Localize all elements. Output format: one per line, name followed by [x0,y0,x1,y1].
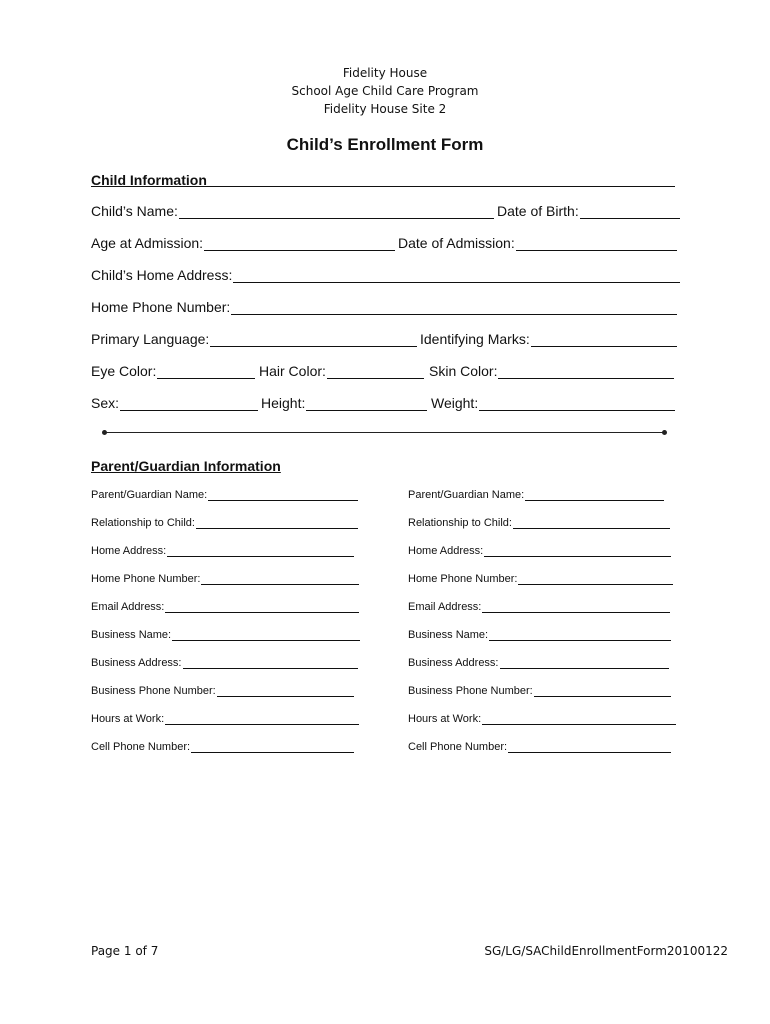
weight-input-line[interactable] [479,397,675,411]
parent2-business-phone-label: Business Phone Number: [408,685,533,697]
sex-input-line[interactable] [120,397,258,411]
parent2-cell-input-line[interactable] [508,742,671,753]
header-program: School Age Child Care Program [291,84,479,98]
home-phone-label: Home Phone Number: [91,299,231,315]
age-admission-label: Age at Admission: [91,235,204,251]
identifying-marks-label: Identifying Marks: [420,331,530,347]
height-input-line[interactable] [306,397,427,411]
skin-color-input-line[interactable] [498,365,674,379]
weight-label: Weight: [431,395,479,411]
parent1-home-phone-input-line[interactable] [201,574,359,585]
parent1-home-address-label: Home Address: [91,545,167,557]
home-address-input-line[interactable] [233,269,680,283]
home-phone-field[interactable] [91,299,677,315]
heading-rule [205,186,675,187]
parent1-business-address-field[interactable] [91,657,358,669]
parent2-relationship-field[interactable] [408,517,670,529]
parent2-home-phone-input-line[interactable] [518,574,673,585]
parent2-home-address-field[interactable] [408,545,671,557]
parent1-cell-label: Cell Phone Number: [91,741,191,753]
parent1-business-phone-input-line[interactable] [217,686,354,697]
hair-color-field[interactable] [259,363,424,379]
parent1-home-address-field[interactable] [91,545,354,557]
parent2-business-phone-field[interactable] [408,685,671,697]
page-title: Child’s Enrollment Form [286,135,484,154]
parent-info-heading: Parent/Guardian Information [91,458,281,474]
parent2-name-field[interactable] [408,489,664,501]
parent1-email-label: Email Address: [91,601,165,613]
parent1-relationship-field[interactable] [91,517,358,529]
home-phone-input-line[interactable] [231,301,677,315]
primary-language-label: Primary Language: [91,331,210,347]
parent1-name-input-line[interactable] [208,490,358,501]
home-address-label: Child’s Home Address: [91,267,233,283]
sex-label: Sex: [91,395,120,411]
child-info-heading: Child Information [91,172,207,188]
parent2-email-field[interactable] [408,601,670,613]
header-org: Fidelity House [342,66,428,80]
parent1-hours-label: Hours at Work: [91,713,165,725]
parent2-business-address-label: Business Address: [408,657,499,669]
parent1-business-phone-label: Business Phone Number: [91,685,216,697]
parent1-business-name-label: Business Name: [91,629,172,641]
document-code: SG/LG/SAChildEnrollmentForm20100122 [484,944,728,958]
parent2-home-address-label: Home Address: [408,545,484,557]
parent1-business-name-input-line[interactable] [172,630,360,641]
hair-color-label: Hair Color: [259,363,326,379]
parent2-name-input-line[interactable] [525,490,664,501]
parent1-home-address-input-line[interactable] [167,546,354,557]
dob-label: Date of Birth: [497,203,579,219]
skin-color-label: Skin Color: [429,363,498,379]
parent2-hours-label: Hours at Work: [408,713,482,725]
parent2-name-label: Parent/Guardian Name: [408,489,525,501]
parent2-business-name-input-line[interactable] [489,630,671,641]
dob-field[interactable] [497,203,680,219]
page-number: Page 1 of 7 [91,944,159,958]
parent1-relationship-input-line[interactable] [196,518,358,529]
hair-color-input-line[interactable] [327,365,424,379]
identifying-marks-input-line[interactable] [531,333,677,347]
age-admission-input-line[interactable] [204,237,395,251]
sex-field[interactable] [91,395,258,411]
parent1-business-name-field[interactable] [91,629,360,641]
parent1-relationship-label: Relationship to Child: [91,517,195,529]
parent1-cell-field[interactable] [91,741,354,753]
date-admission-input-line[interactable] [516,237,677,251]
parent2-home-phone-field[interactable] [408,573,673,585]
childs-name-label: Child’s Name: [91,203,178,219]
eye-color-label: Eye Color: [91,363,157,379]
parent2-cell-label: Cell Phone Number: [408,741,508,753]
dob-input-line[interactable] [580,205,680,219]
height-field[interactable] [261,395,427,411]
parent2-hours-input-line[interactable] [482,714,676,725]
childs-name-input-line[interactable] [179,205,494,219]
parent2-cell-field[interactable] [408,741,671,753]
eye-color-field[interactable] [91,363,255,379]
parent2-relationship-input-line[interactable] [513,518,670,529]
age-admission-field[interactable] [91,235,395,251]
home-address-field[interactable] [91,267,680,283]
parent2-business-phone-input-line[interactable] [534,686,671,697]
header-site: Fidelity House Site 2 [323,102,447,116]
parent2-home-address-input-line[interactable] [484,546,671,557]
parent1-name-label: Parent/Guardian Name: [91,489,208,501]
date-admission-field[interactable] [398,235,677,251]
primary-language-field[interactable] [91,331,417,347]
identifying-marks-field[interactable] [420,331,677,347]
parent1-cell-input-line[interactable] [191,742,354,753]
parent2-business-name-label: Business Name: [408,629,489,641]
parent2-email-input-line[interactable] [482,602,670,613]
parent2-business-address-field[interactable] [408,657,669,669]
parent1-home-phone-label: Home Phone Number: [91,573,201,585]
parent1-hours-field[interactable] [91,713,359,725]
height-label: Height: [261,395,306,411]
parent2-business-address-input-line[interactable] [500,658,669,669]
parent2-business-name-field[interactable] [408,629,671,641]
parent2-home-phone-label: Home Phone Number: [408,573,518,585]
parent1-email-input-line[interactable] [165,602,359,613]
parent2-email-label: Email Address: [408,601,482,613]
skin-color-field[interactable] [429,363,674,379]
parent1-business-address-label: Business Address: [91,657,182,669]
date-admission-label: Date of Admission: [398,235,515,251]
parent1-business-address-input-line[interactable] [183,658,358,669]
parent1-name-field[interactable] [91,489,358,501]
parent2-relationship-label: Relationship to Child: [408,517,512,529]
weight-field[interactable] [431,395,675,411]
parent1-hours-input-line[interactable] [165,714,359,725]
parent2-hours-field[interactable] [408,713,676,725]
separator-right-dot [662,430,667,435]
parent1-business-phone-field[interactable] [91,685,354,697]
eye-color-input-line[interactable] [157,365,255,379]
childs-name-field[interactable] [91,203,494,219]
parent1-home-phone-field[interactable] [91,573,359,585]
primary-language-input-line[interactable] [210,333,417,347]
parent1-email-field[interactable] [91,601,359,613]
section-separator [104,432,665,433]
